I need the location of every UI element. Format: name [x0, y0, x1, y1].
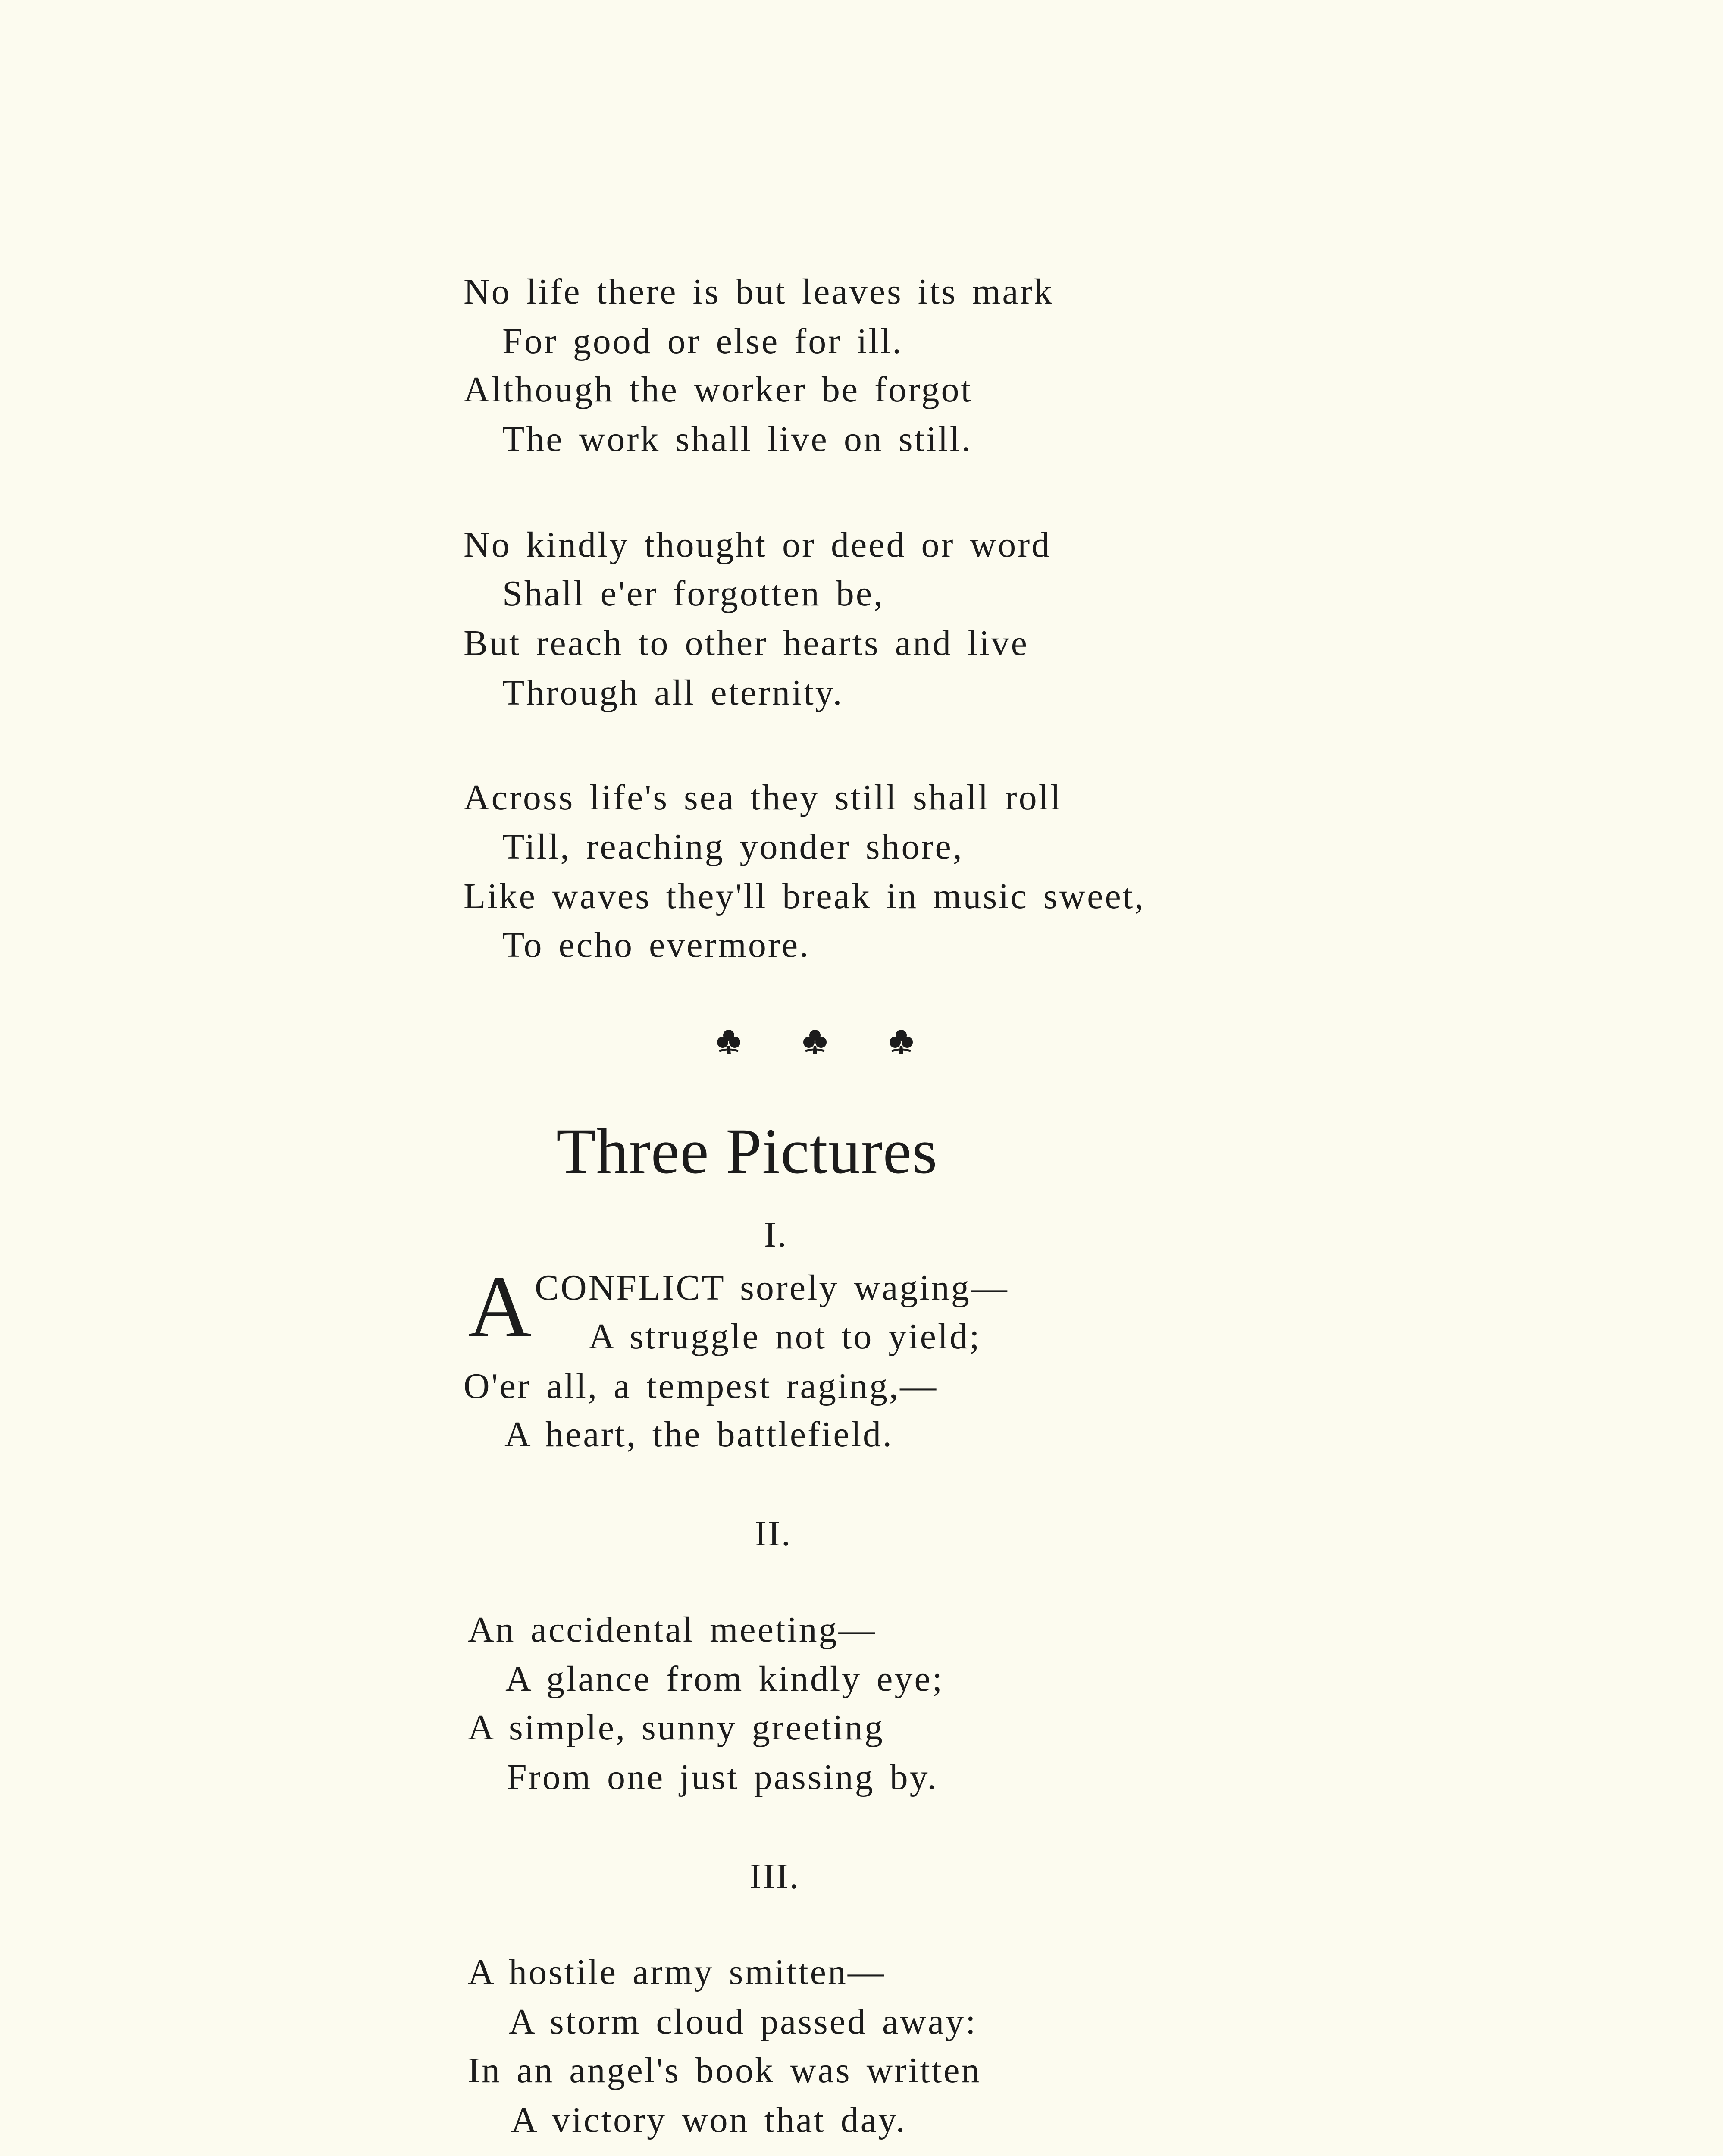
trefoil-ornament-icon	[717, 1030, 740, 1054]
poem-line: In an angel's book was written	[468, 2050, 981, 2090]
poem-line: No kindly thought or deed or word	[464, 525, 1052, 565]
section-numeral: I.	[764, 1215, 788, 1255]
poem-line: Through all eternity.	[502, 673, 844, 713]
poem-line: Shall e'er forgotten be,	[502, 573, 885, 614]
poem-line: But reach to other hearts and live	[464, 623, 1029, 663]
poem-line: From one just passing by.	[507, 1757, 938, 1797]
poem-line: Across life's sea they still shall roll	[464, 777, 1062, 818]
section-numeral: III.	[749, 1856, 800, 1896]
poem-line: A storm cloud passed away:	[509, 2002, 977, 2042]
poem-line: A victory won that day.	[511, 2100, 907, 2140]
drop-cap: A	[468, 1258, 532, 1356]
poem-line: Like waves they'll break in music sweet,	[464, 876, 1146, 916]
poem-line: A struggle not to yield;	[589, 1316, 981, 1357]
poem-line: Till, reaching yonder shore,	[502, 827, 964, 867]
trefoil-ornament-icon	[803, 1030, 827, 1054]
poem-line: To echo evermore.	[502, 925, 811, 965]
poem-line: A hostile army smitten—	[468, 1952, 886, 1992]
poem-line: O'er all, a tempest raging,—	[464, 1366, 938, 1406]
ornament-divider	[707, 1021, 931, 1069]
poem-line: For good or else for ill.	[502, 321, 903, 361]
trefoil-ornament-icon	[890, 1030, 913, 1054]
poem-title: Three Pictures	[556, 1116, 938, 1187]
poem-line: A heart, the battlefield.	[504, 1414, 894, 1454]
poem-line: No life there is but leaves its mark	[464, 272, 1054, 312]
poem-line: CONFLICT sorely waging—	[535, 1268, 1009, 1308]
poem-line: A simple, sunny greeting	[468, 1708, 884, 1748]
section-numeral: II.	[755, 1514, 792, 1554]
poem-line: The work shall live on still.	[502, 419, 972, 459]
poem-line: A glance from kindly eye;	[505, 1659, 944, 1699]
poem-line: Although the worker be forgot	[464, 370, 973, 410]
poem-line: An accidental meeting—	[468, 1610, 877, 1650]
